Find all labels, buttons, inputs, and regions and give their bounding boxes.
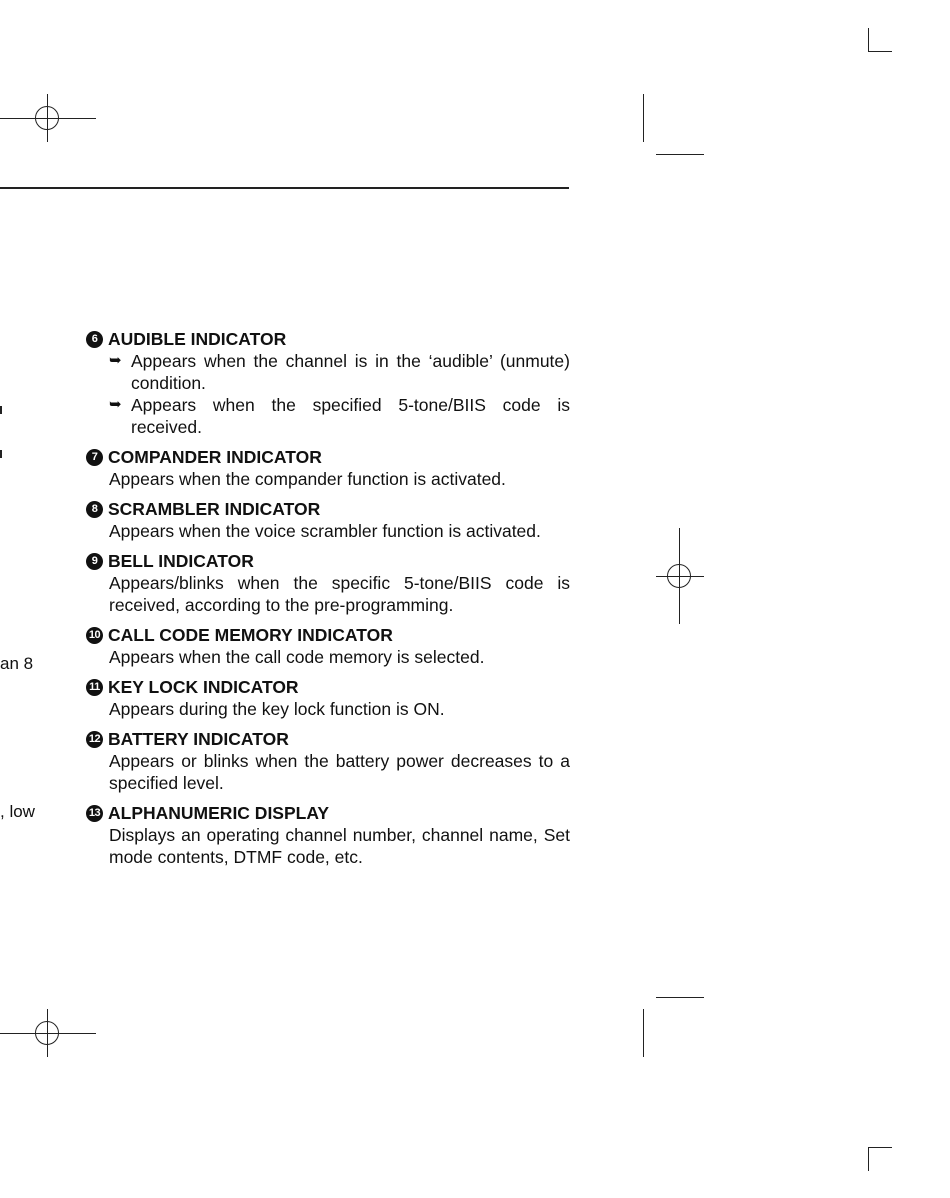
section-bell-indicator bbox=[86, 550, 570, 616]
trim-mark-upper-h bbox=[656, 154, 704, 155]
circled-number-icon: 11 bbox=[86, 679, 103, 696]
trim-mark-upper-v bbox=[643, 94, 644, 142]
edge-dot-2 bbox=[0, 450, 2, 458]
bullet-text: Appears when the specified 5-tone/BIIS code is received. bbox=[131, 395, 570, 437]
section-heading bbox=[86, 328, 570, 350]
circled-number-icon: 8 bbox=[86, 501, 103, 518]
section-description: Appears when the compander function is activated. bbox=[109, 469, 506, 489]
section-heading bbox=[86, 550, 570, 572]
section-heading bbox=[86, 802, 570, 824]
registration-target-bottom-circle bbox=[35, 1021, 59, 1045]
section-battery-indicator bbox=[86, 728, 570, 794]
section-title: AUDIBLE INDICATOR bbox=[108, 329, 287, 349]
section-heading bbox=[86, 624, 570, 646]
edge-fragment-1: an 8 bbox=[0, 654, 34, 673]
section-title: ALPHANUMERIC DISPLAY bbox=[108, 803, 330, 823]
section-key-lock-indicator bbox=[86, 676, 570, 720]
arrow-bullet-icon: ➥ bbox=[109, 396, 122, 413]
section-compander-indicator bbox=[86, 446, 570, 490]
section-description: Appears/blinks when the specific 5-tone/BIIS code is received, according to the pre-programming. bbox=[109, 573, 570, 615]
section-heading bbox=[86, 498, 570, 520]
section-description: Displays an operating channel number, channel name, Set mode contents, DTMF code, etc. bbox=[109, 825, 570, 867]
section-title: CALL CODE MEMORY INDICATOR bbox=[108, 625, 393, 645]
crop-mark-bottom-right-h bbox=[868, 1147, 892, 1148]
section-title: BELL INDICATOR bbox=[108, 551, 254, 571]
section-description: Appears during the key lock function is ON. bbox=[109, 699, 445, 719]
section-description: Appears when the voice scrambler function is activated. bbox=[109, 521, 541, 541]
arrow-bullet-icon: ➥ bbox=[109, 352, 122, 369]
section-scrambler-indicator bbox=[86, 498, 570, 542]
section-title: COMPANDER INDICATOR bbox=[108, 447, 322, 467]
section-heading bbox=[86, 728, 570, 750]
section-heading bbox=[86, 676, 570, 698]
edge-fragment-2: , low bbox=[0, 802, 35, 821]
crop-mark-top-right-v bbox=[868, 28, 869, 52]
section-title: KEY LOCK INDICATOR bbox=[108, 677, 299, 697]
registration-target-top-circle bbox=[35, 106, 59, 130]
bullet-item bbox=[109, 350, 570, 394]
circled-number-icon: 10 bbox=[86, 627, 103, 644]
section-audible-indicator bbox=[86, 328, 570, 438]
indicator-list bbox=[86, 328, 570, 876]
registration-target-right-circle bbox=[667, 564, 691, 588]
trim-mark-lower-h bbox=[656, 997, 704, 998]
crop-mark-bottom-right-v bbox=[868, 1147, 869, 1171]
header-rule bbox=[0, 187, 569, 189]
section-alphanumeric-display bbox=[86, 802, 570, 868]
bullet-item bbox=[109, 394, 570, 438]
edge-dot-1 bbox=[0, 406, 2, 414]
trim-mark-lower-v bbox=[643, 1009, 644, 1057]
section-heading bbox=[86, 446, 570, 468]
circled-number-icon: 6 bbox=[86, 331, 103, 348]
circled-number-icon: 7 bbox=[86, 449, 103, 466]
circled-number-icon: 13 bbox=[86, 805, 103, 822]
section-description: Appears or blinks when the battery power decreases to a specified level. bbox=[109, 751, 570, 793]
bullet-text: Appears when the channel is in the ‘audible’ (unmute) condition. bbox=[131, 351, 570, 393]
section-description: Appears when the call code memory is selected. bbox=[109, 647, 485, 667]
crop-mark-top-right-h bbox=[868, 51, 892, 52]
section-title: BATTERY INDICATOR bbox=[108, 729, 289, 749]
circled-number-icon: 9 bbox=[86, 553, 103, 570]
section-title: SCRAMBLER INDICATOR bbox=[108, 499, 321, 519]
section-call-code-memory-indicator bbox=[86, 624, 570, 668]
circled-number-icon: 12 bbox=[86, 731, 103, 748]
